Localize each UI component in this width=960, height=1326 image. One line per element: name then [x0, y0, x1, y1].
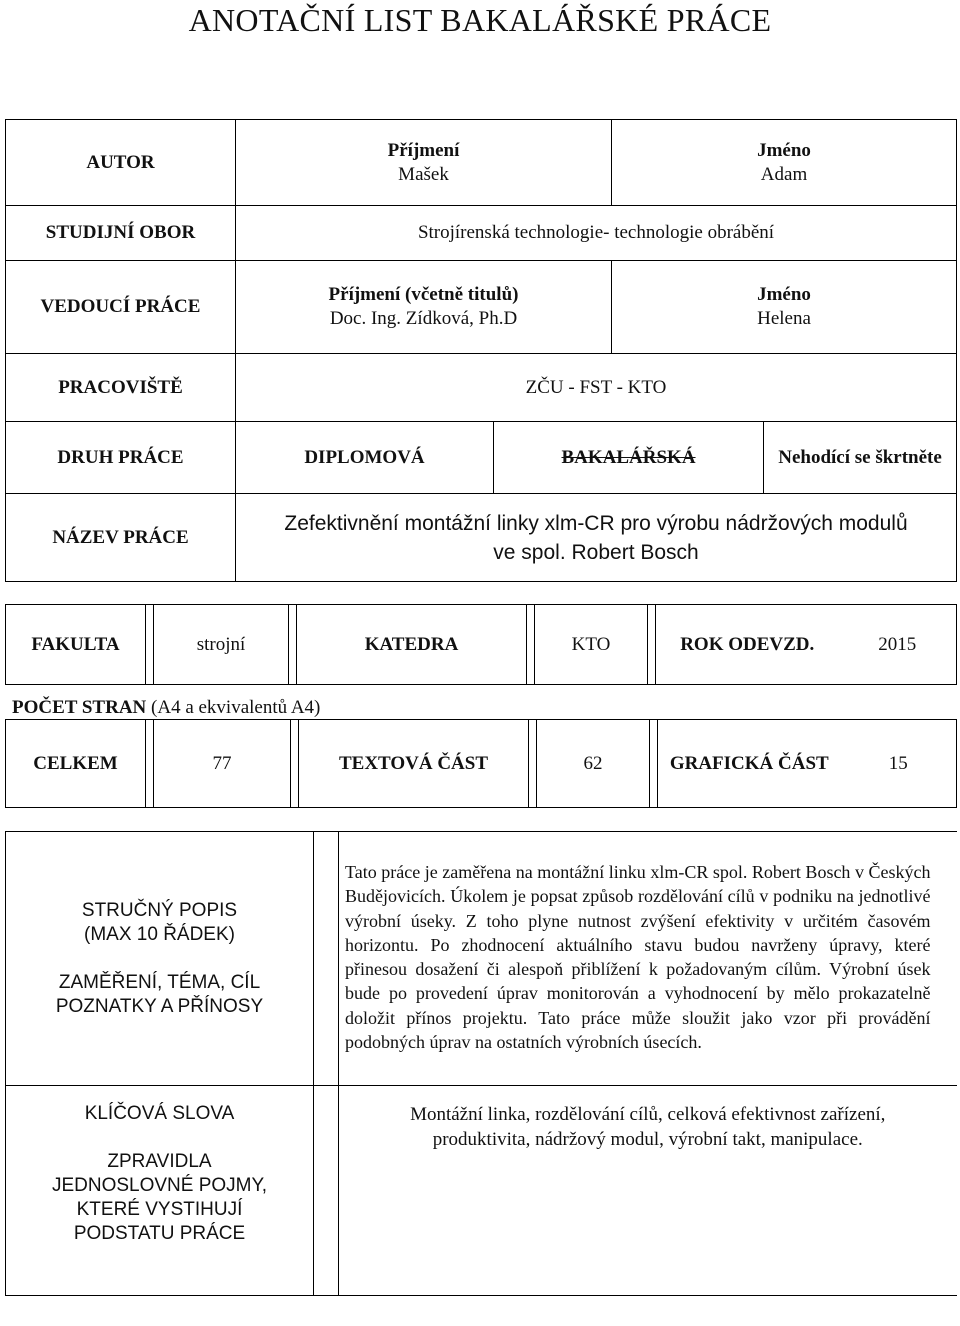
divider: [291, 720, 299, 808]
faculty-row: [6, 605, 957, 685]
thesis-title-value: Zefektivnění montážní linky xlm-CR pro výrobu nádržových modulů ve spol. Robert Bosch: [236, 494, 957, 582]
text-part-value: 62: [537, 720, 650, 808]
year-label: ROK ODEVZD.: [656, 605, 839, 685]
department-label: KATEDRA: [297, 605, 527, 685]
total-label: CELKEM: [6, 720, 146, 808]
total-value: 77: [154, 720, 291, 808]
divider: [314, 832, 339, 1086]
divider: [146, 720, 154, 808]
divider: [650, 720, 658, 808]
author-label: AUTOR: [6, 120, 236, 206]
supervisor-surname-label: Příjmení (včetně titulů): [328, 284, 519, 305]
author-name: Adam: [760, 163, 808, 185]
divider: [648, 605, 656, 685]
work-type-diploma: DIPLOMOVÁ: [236, 422, 494, 494]
supervisor-row: [6, 261, 957, 354]
spacer: [10, 1126, 309, 1150]
divider: [314, 1086, 339, 1296]
faculty-value: strojní: [154, 605, 289, 685]
supervisor-name-cell: [612, 261, 957, 354]
divider: [289, 605, 297, 685]
keywords-label-3: JEDNOSLOVNÉ POJMY,: [51, 1175, 268, 1196]
abstract-label-cell: [6, 832, 314, 1086]
supervisor-surname: Doc. Ing. Zídková, Ph.D: [329, 308, 518, 329]
study-field-label: STUDIJNÍ OBOR: [6, 206, 236, 261]
abstract-label-2: (MAX 10 ŘÁDEK): [84, 923, 235, 945]
divider: [529, 720, 537, 808]
author-surname: Mašek: [398, 163, 449, 185]
study-field-value: Strojírenská technologie- technologie obrábění: [236, 206, 957, 261]
author-surname-label: Příjmení: [387, 139, 460, 161]
keywords-label-4: KTERÉ VYSTIHUJÍ: [76, 1199, 243, 1220]
divider: [527, 605, 535, 685]
supervisor-name: Helena: [757, 308, 811, 329]
thesis-title-row: [6, 494, 957, 582]
abstract-label-3: ZAMĚŘENÍ, TÉMA, CÍL: [58, 971, 261, 993]
work-type-label: DRUH PRÁCE: [6, 422, 236, 494]
department-value: KTO: [535, 605, 648, 685]
page-count-heading-rest: (A4 a ekvivalentů A4): [151, 697, 321, 718]
keywords-label-1: KLÍČOVÁ SLOVA: [84, 1103, 235, 1124]
page-count-heading: [12, 697, 320, 719]
supervisor-surname-cell: [236, 261, 612, 354]
workplace-label: PRACOVIŠTĚ: [6, 354, 236, 422]
author-name-label: Jméno: [757, 139, 811, 161]
page-count-heading-bold: POČET STRAN: [12, 697, 147, 718]
work-type-bachelor: BAKALÁŘSKÁ: [494, 422, 764, 494]
work-type-row: [6, 422, 957, 494]
divider: [146, 605, 154, 685]
supervisor-label: VEDOUCÍ PRÁCE: [6, 261, 236, 354]
author-row: [6, 120, 957, 206]
supervisor-name-label: Jméno: [757, 284, 811, 305]
abstract-row: [6, 832, 957, 1086]
author-info-table: [5, 119, 957, 582]
page-count-table: [5, 719, 957, 808]
faculty-label: FAKULTA: [6, 605, 146, 685]
graphic-part-label: GRAFICKÁ ČÁST: [658, 720, 841, 808]
author-name-cell: [612, 120, 957, 206]
author-surname-cell: [236, 120, 612, 206]
abstract-table: [5, 831, 957, 1296]
faculty-table: [5, 604, 957, 685]
workplace-row: [6, 354, 957, 422]
work-type-note: Nehodící se škrtněte: [764, 422, 957, 494]
keywords-label-5: PODSTATU PRÁCE: [73, 1223, 246, 1244]
keywords-text: Montážní linka, rozdělování cílů, celková efektivnost zařízení, produktivita, nádržový modul, výrobní takt, manipulace.: [339, 1086, 957, 1296]
keywords-label-cell: [6, 1086, 314, 1296]
abstract-label-1: STRUČNÝ POPIS: [81, 899, 238, 921]
text-part-label: TEXTOVÁ ČÁST: [299, 720, 529, 808]
workplace-value: ZČU - FST - KTO: [236, 354, 957, 422]
page-count-row: [6, 720, 957, 808]
graphic-part-value: 15: [841, 720, 957, 808]
thesis-title-label: NÁZEV PRÁCE: [6, 494, 236, 582]
spacer: [10, 947, 309, 971]
keywords-row: [6, 1086, 957, 1296]
abstract-text: Tato práce je zaměřena na montážní linku xlm-CR spol. Robert Bosch v Českých Budějovicích. Úkolem je popsat způsob rozdělování cílů v podniku na jednotlivé výrobní úseky. Z toho plyne nutnost zvýšení efektivity v určitém časovém horizontu. Po zhodnocení aktuálního stavu budou navrženy úpravy, které přinesou dosažení či alespoň přiblížení k požadovaným cílům. Výrobní úsek bude po provedení úprav monitorován a vyhodnocení by mělo prokazatelně doložit přínos projektu. Tato práce může sloužit jako vzor při provádění podobných úprav na ostatních výrobních úsecích.: [339, 832, 957, 1086]
page-title: ANOTAČNÍ LIST BAKALÁŘSKÉ PRÁCE: [188, 2, 772, 38]
year-value: 2015: [839, 605, 957, 685]
study-field-row: [6, 206, 957, 261]
abstract-label-4: POZNATKY A PŘÍNOSY: [55, 995, 264, 1017]
keywords-label-2: ZPRAVIDLA: [107, 1151, 212, 1172]
